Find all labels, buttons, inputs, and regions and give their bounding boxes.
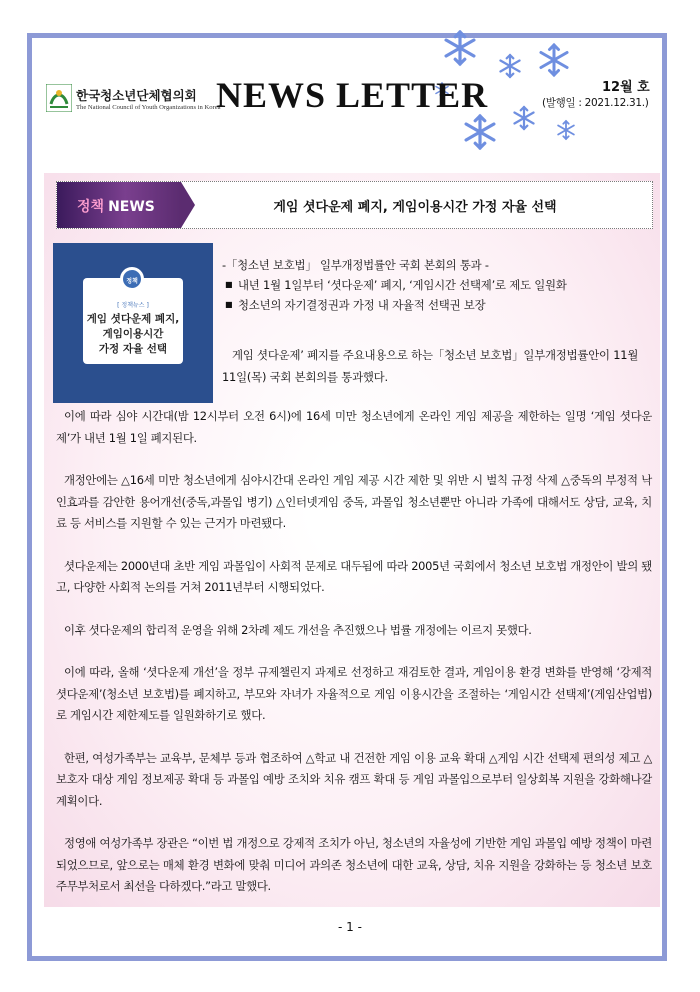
article-paragraph: 이에 따라, 올해 ‘셧다운제 개선’을 정부 규제챌린지 과제로 선정하고 재검토한 결과, 게임이용 환경 변화를 반영해 ‘강제적 셧다운제’(청소년 보호법)를 폐지하고, 부모와 자녀가 자율적으로 게임 이용시간을 조절하는 ‘게임시간 선택제’(게임산업법)로 게임시간 제한제도를 일원화하기로 했다. xyxy=(56,665,652,722)
summary-bullet: ■ 내년 1월 1일부터 ‘셧다운제’ 폐지, ‘게임시간 선택제’로 제도 일원화 xyxy=(222,275,652,295)
organization-name-english: The National Council of Youth Organizations in Korea xyxy=(76,104,221,111)
thumbnail-line-1: 게임 셧다운제 폐지, xyxy=(86,313,180,325)
article-paragraph: 정영애 여성가족부 장관은 “이번 법 개정으로 강제적 조치가 아닌, 청소년의 자율성에 기반한 게임 과몰입 예방 정책이 마련되었으므로, 앞으로는 매체 환경 변화에 맞춰 미디어 과의존 청소년에 대한 교육, 상담, 치유 지원을 강화하는 등 청소년 보호 주무부처로서 최선을 다하겠다.”라고 말했다. xyxy=(56,836,652,893)
section-tag xyxy=(57,182,181,228)
article-paragraph: 한편, 여성가족부는 교육부, 문체부 등과 협조하여 △학교 내 건전한 게임 이용 교육 확대 △게임 시간 선택제 편의성 제고 △보호자 대상 게임 정보제공 확대 등 과몰입 예방 조치와 치유 캠프 확대 등 게임 과몰입으로부터 일상회복 지원을 강화해나갈 계획이다. xyxy=(56,750,652,808)
thumbnail-small-label: [ 정책뉴스 ] xyxy=(117,302,149,309)
article-body xyxy=(56,406,652,919)
thumbnail-line-3: 가정 자율 선택 xyxy=(98,343,168,355)
issue-date: (발행일 : 2021.12.31.) xyxy=(542,97,649,109)
thumbnail-badge-icon xyxy=(120,267,144,291)
issue-month: 12월 호 xyxy=(602,80,650,95)
article-paragraph: 셧다운제는 2000년대 초반 게임 과몰입이 사회적 문제로 대두됨에 따라 2005년 국회에서 청소년 보호법 개정안이 발의 됐고, 다양한 사회적 논의를 거쳐 2011년부터 시행되었다. xyxy=(56,558,652,594)
article-lead: 게임 셧다운제’ 폐지를 주요내용으로 하는「청소년 보호법」일부개정법률안이 11월 11일(목) 국회 본회의를 통과했다. xyxy=(222,348,639,384)
thumbnail-title xyxy=(83,312,183,357)
organization-name-korean: 한국청소년단체협의회 xyxy=(76,88,197,103)
section-tag-suffix: NEWS xyxy=(108,199,155,215)
organization-logo-icon xyxy=(46,84,72,112)
section-tag-prefix: 정책 xyxy=(77,199,105,215)
summary-bullet: ■ 청소년의 자기결정권과 가정 내 자율적 선택권 보장 xyxy=(222,295,652,315)
thumbnail-badge-text: 정책 xyxy=(126,278,138,285)
thumbnail-line-2: 게임이용시간 xyxy=(102,328,164,340)
section-header-bar xyxy=(56,181,653,229)
article-content xyxy=(44,173,660,907)
newsletter-header xyxy=(46,74,656,134)
page-number: - 1 - xyxy=(338,920,362,934)
article-paragraph: 이에 따라 심야 시간대(밤 12시부터 오전 6시)에 16세 미만 청소년에게 온라인 게임 제공을 제한하는 일명 ‘게임 셧다운제’가 내년 1월 1일 폐지된다. xyxy=(56,409,652,445)
article-headline: 게임 셧다운제 폐지, 게임이용시간 가정 자율 선택 xyxy=(273,200,557,215)
article-paragraph: 개정안에는 △16세 미만 청소년에게 심야시간대 온라인 게임 제공 시간 제한 및 위반 시 벌칙 규정 삭제 △중독의 부정적 낙인효과를 감안한 용어개선(중독,과몰입 병기) △인터넷게임 중독, 과몰입 청소년뿐만 아니라 가족에 대해서도 상담, 교육, 치료 등 서비스를 지원할 수 있는 근거가 마련됐다. xyxy=(56,473,652,530)
newsletter-title: NEWS LETTER xyxy=(216,75,489,115)
article-thumbnail xyxy=(53,243,213,403)
summary-intro: -「청소년 보호법」 일부개정법률안 국회 본회의 통과 - xyxy=(222,258,489,272)
section-tag-arrow xyxy=(181,182,195,228)
article-summary xyxy=(222,255,652,315)
article-paragraph: 이후 셧다운제의 합리적 운영을 위해 2차례 제도 개선을 추진했으나 법률 개정에는 이르지 못했다. xyxy=(64,622,532,637)
